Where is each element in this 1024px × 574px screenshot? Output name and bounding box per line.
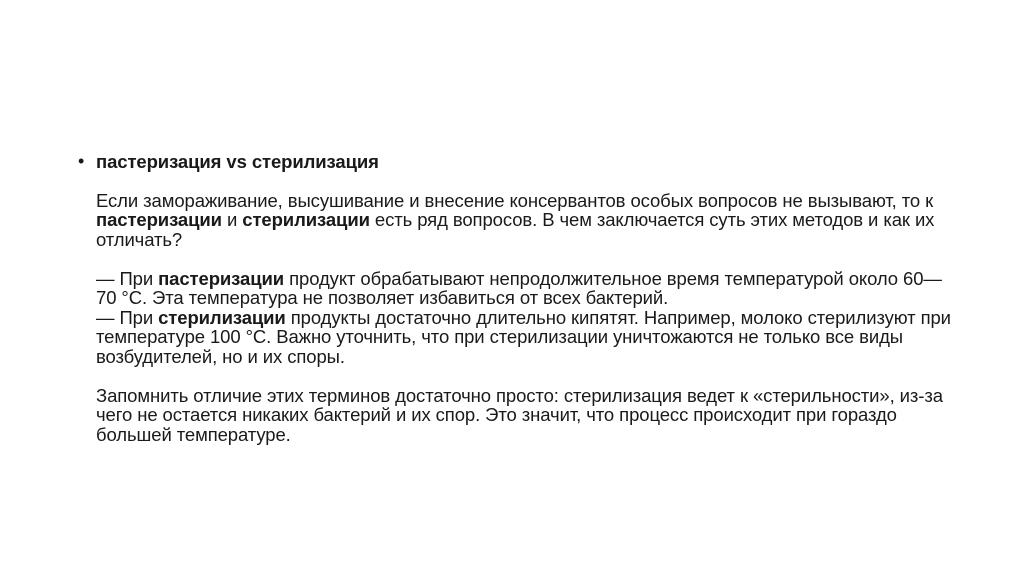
summary-paragraph: Запомнить отличие этих терминов достаточно просто: стерилизация ведет к «стерильности», из-за чего не остается никаких бактерий и их спор. Это значит, что процесс происходит при гораздо большей температуре.	[96, 384, 943, 445]
sterilization-text-2: продукты достаточно длительно кипятят. Например, молоко стерилизуют при температуре 100 °С. Важно уточнить, что при стерилизации уничтожаются не только все виды возбудителей, но и их споры.	[96, 306, 951, 367]
sterilization-bold: стерилизации	[158, 306, 286, 328]
pasteurization-text-2: продукт обрабатывают непродолжительное время температурой около 60—70 °С. Эта температура не позволяет избавиться от всех бактерий.	[96, 267, 942, 308]
bullet-content	[96, 152, 958, 444]
intro-text-2: и	[221, 209, 243, 230]
bullet-item	[78, 152, 958, 444]
intro-paragraph	[96, 191, 958, 250]
sterilization-text-1: — При	[96, 306, 159, 328]
pasteurization-paragraph	[96, 269, 958, 308]
bullet-icon: •	[78, 151, 85, 171]
paragraph-gap	[96, 249, 958, 269]
intro-text-3: есть ряд вопросов. В чем заключается суть этих методов и как их отличать?	[96, 209, 935, 250]
intro-text-1: Если замораживание, высушивание и внесение консервантов особых вопросов не вызывают, то к	[96, 189, 934, 211]
paragraph-gap	[96, 366, 958, 386]
intro-bold-sterilization: стерилизации	[242, 209, 370, 230]
pasteurization-text-1: — При	[96, 267, 159, 289]
bullet-block	[78, 152, 958, 444]
pasteurization-bold: пастеризации	[158, 267, 285, 289]
sterilization-paragraph	[96, 308, 958, 367]
intro-bold-pasteurization: пастеризации	[96, 209, 222, 230]
slide-heading: пастеризация vs стерилизация	[96, 151, 379, 172]
